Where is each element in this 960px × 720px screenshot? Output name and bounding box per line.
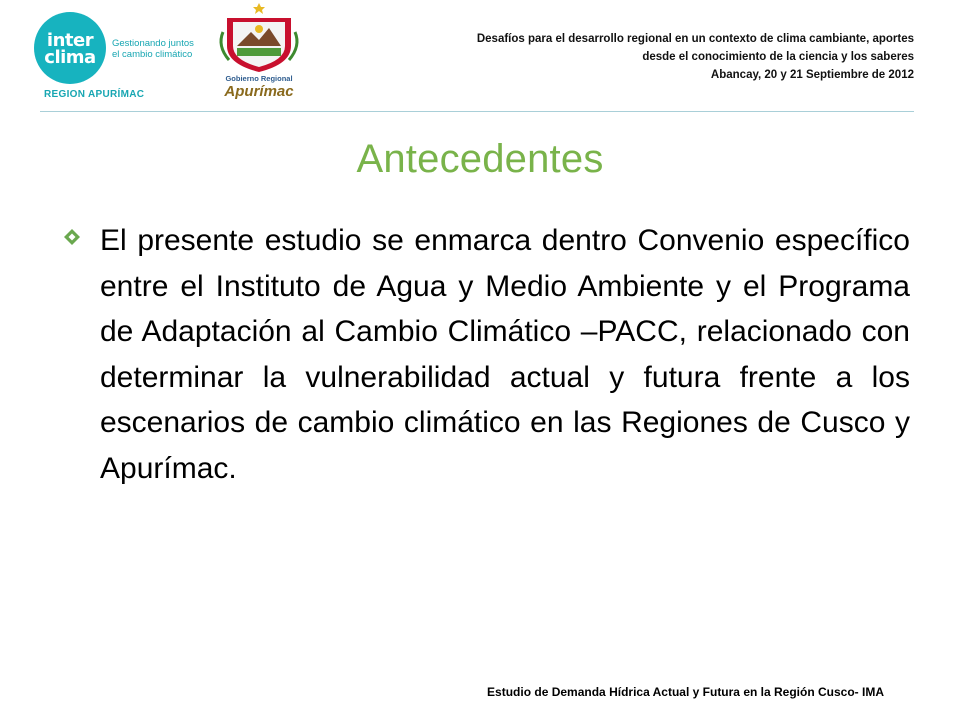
gobierno-label: Gobierno Regional bbox=[225, 74, 293, 83]
interclima-logo-word-clima: clima bbox=[44, 47, 96, 68]
bullet-text: El presente estudio se enmarca dentro Convenio específico entre el Instituto de Agua y Medio Ambiente y el Programa de Adaptación al Cambio Climático –PACC, relacionado con determinar la vulnerabilidad actual y futura frente a los escenarios de cambio climático en las Regiones de Cusco y Apurímac. bbox=[100, 224, 910, 485]
interclima-logo-word-inter: inter bbox=[46, 30, 94, 51]
conference-line-2: desde el conocimiento de la ciencia y los saberes bbox=[642, 51, 914, 63]
interclima-logo bbox=[34, 12, 106, 84]
region-label: REGION APURÍMAC bbox=[44, 89, 145, 100]
interclima-tagline bbox=[112, 38, 222, 60]
tagline-line-2: el cambio climático bbox=[112, 49, 193, 60]
apurimac-label: Apurímac bbox=[224, 83, 294, 100]
conference-line-1: Desafíos para el desarrollo regional en un contexto de clima cambiante, aportes bbox=[476, 33, 914, 45]
footer-text: Estudio de Demanda Hídrica Actual y Futura en la Región Cusco- IMA bbox=[487, 685, 884, 699]
conference-line-3: Abancay, 20 y 21 Septiembre de 2012 bbox=[710, 69, 914, 81]
slide-title: Antecedentes bbox=[356, 137, 604, 181]
gobierno-regional-crest bbox=[213, 2, 305, 104]
conference-info bbox=[354, 30, 914, 84]
header-divider bbox=[40, 111, 914, 112]
diamond-bullet-icon bbox=[63, 228, 81, 246]
slide-header bbox=[0, 0, 960, 112]
crest-shield-icon bbox=[213, 2, 305, 74]
tagline-line-1: Gestionando juntos bbox=[112, 38, 194, 49]
